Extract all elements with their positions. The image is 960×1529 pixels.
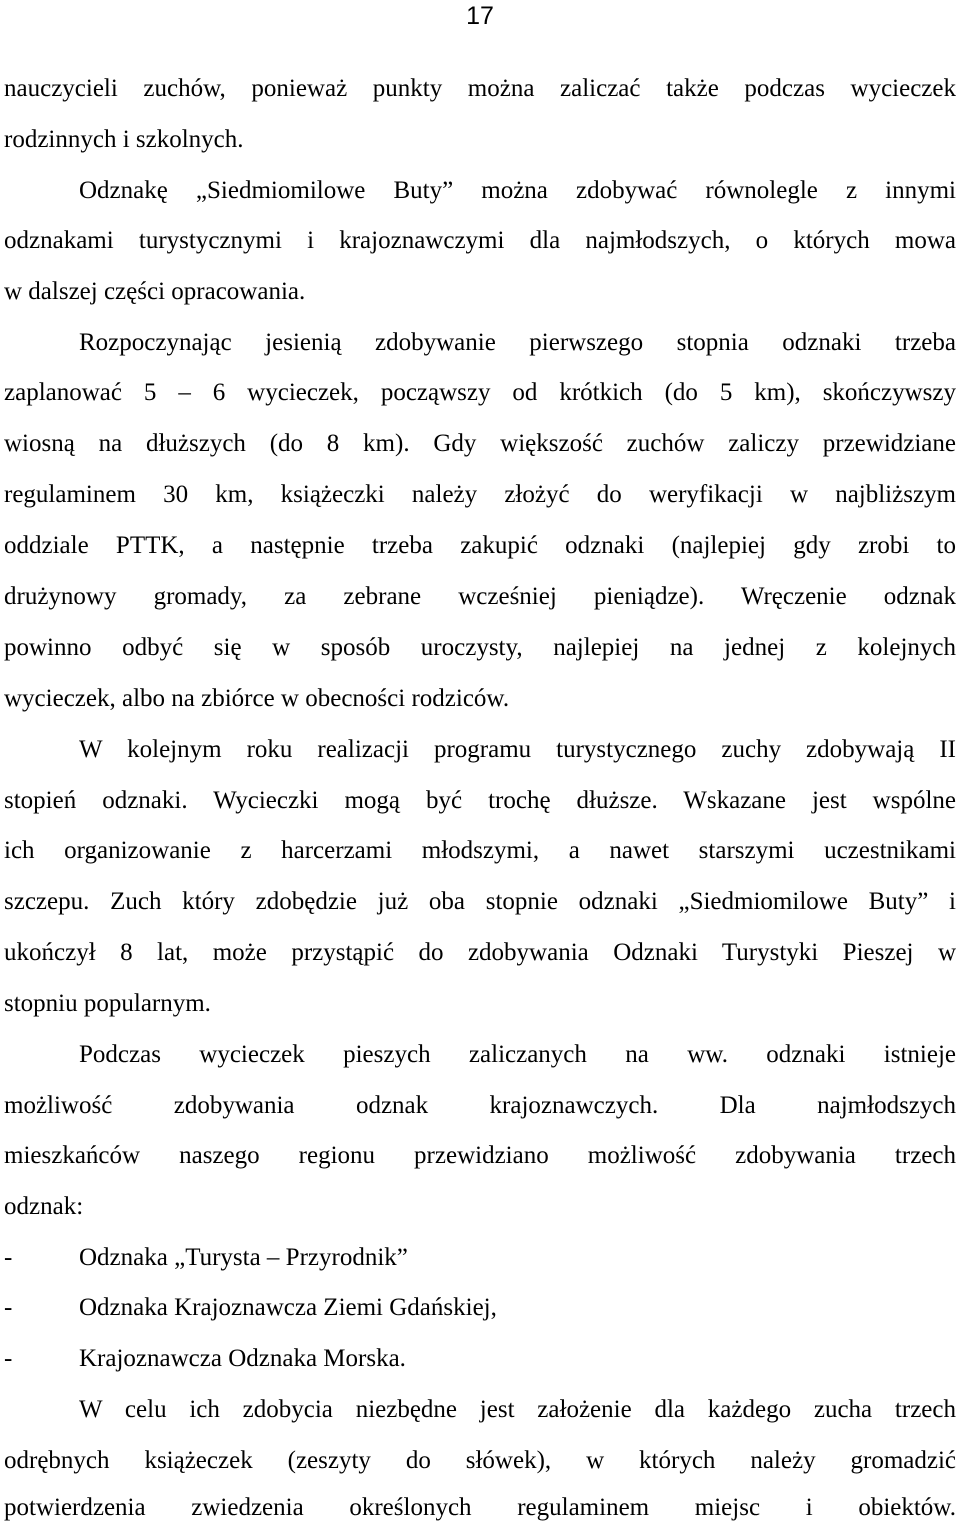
list-dash: - — [4, 1244, 13, 1271]
text-line: w dalszej części opracowania. — [4, 278, 306, 305]
list-dash: - — [4, 1345, 13, 1372]
text-line: możliwość zdobywania odznak krajoznawczych. Dla najmłodszych — [4, 1092, 956, 1119]
text-line: rodzinnych i szkolnych. — [4, 126, 244, 153]
text-line: zaplanować 5 – 6 wycieczek, począwszy od krótkich (do 5 km), skończywszy — [4, 379, 956, 406]
text-line: oddziale PTTK, a następnie trzeba zakupić odznaki (najlepiej gdy zrobi to — [4, 532, 956, 559]
text-line: ukończył 8 lat, może przystąpić do zdobywania Odznaki Turystyki Pieszej w — [4, 939, 956, 966]
text-line: odrębnych książeczek (zeszyty do słówek), w których należy gromadzić — [4, 1447, 956, 1474]
list-item-text: Odznaka Krajoznawcza Ziemi Gdańskiej, — [79, 1294, 497, 1321]
list-item-text: Odznaka „Turysta – Przyrodnik” — [79, 1244, 408, 1271]
text-line: Podczas wycieczek pieszych zaliczanych na ww. odznaki istnieje — [79, 1041, 956, 1068]
text-line: wycieczek, albo na zbiórce w obecności rodziców. — [4, 685, 510, 712]
text-line: mieszkańców naszego regionu przewidziano możliwość zdobywania trzech — [4, 1142, 956, 1169]
text-line: ich organizowanie z harcerzami młodszymi, a nawet starszymi uczestnikami — [4, 837, 956, 864]
text-line: regulaminem 30 km, książeczki należy złożyć do weryfikacji w najbliższym — [4, 481, 956, 508]
page-number: 17 — [466, 2, 494, 30]
text-line: Rozpoczynając jesienią zdobywanie pierwszego stopnia odznaki trzeba — [79, 329, 956, 356]
text-line: Odznakę „Siedmiomilowe Buty” można zdobywać równolegle z innymi — [79, 177, 956, 204]
list-item-text: Krajoznawcza Odznaka Morska. — [79, 1345, 406, 1372]
text-line: W celu ich zdobycia niezbędne jest założenie dla każdego zucha trzech — [79, 1396, 956, 1423]
text-line: szczepu. Zuch który zdobędzie już oba stopnie odznaki „Siedmiomilowe Buty” i — [4, 888, 956, 915]
list-dash: - — [4, 1294, 13, 1321]
text-line: nauczycieli zuchów, ponieważ punkty można zaliczać także podczas wycieczek — [4, 75, 956, 102]
text-line: W kolejnym roku realizacji programu turystycznego zuchy zdobywają II — [79, 736, 956, 763]
text-line: odznak: — [4, 1193, 84, 1220]
text-line: odznakami turystycznymi i krajoznawczymi dla najmłodszych, o których mowa — [4, 227, 956, 254]
text-line: stopień odznaki. Wycieczki mogą być trochę dłuższe. Wskazane jest wspólne — [4, 787, 956, 814]
text-line: stopniu popularnym. — [4, 990, 211, 1017]
text-line: potwierdzenia zwiedzenia określonych regulaminem miejsc i obiektów. — [4, 1494, 956, 1521]
text-line: drużynowy gromady, za zebrane wcześniej pieniądze). Wręczenie odznak — [4, 583, 956, 610]
text-line: powinno odbyć się w sposób uroczysty, najlepiej na jednej z kolejnych — [4, 634, 956, 661]
text-line: wiosną na dłuższych (do 8 km). Gdy większość zuchów zaliczy przewidziane — [4, 430, 956, 457]
